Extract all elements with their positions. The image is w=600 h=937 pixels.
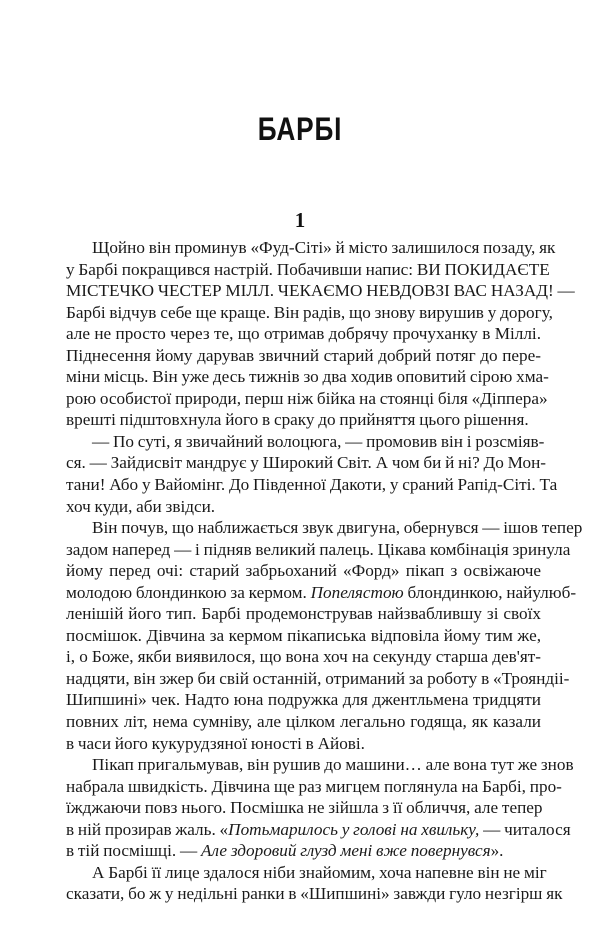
text-line: хоч куди, аби звідси. bbox=[66, 496, 216, 516]
text-line: у Барбі покращився настрій. Побачивши напис: ВИ ПОКИДАЄТЕ bbox=[66, 259, 550, 279]
text-line: повних літ, нема сумніву, але цілком легально годяща, як казали bbox=[66, 712, 541, 732]
text-line: Шипшині» чек. Надто юна подружка для джентльмена тридцяти bbox=[66, 690, 541, 710]
text-line: міни місць. Він уже десь тижнів зо два ходив оповитий сірою хма- bbox=[66, 367, 549, 387]
text-line: рою особистої природи, перш ніж бійка на стоянці біля «Діппера» bbox=[66, 388, 548, 408]
text-run: в ній прозирав жаль. « bbox=[66, 819, 229, 839]
text-line: і, о Боже, якби виявилося, що вона хоч на секунду старша дев'ят- bbox=[66, 647, 541, 667]
text-line bbox=[66, 819, 571, 841]
text-run: — читалося bbox=[479, 819, 571, 839]
text-line: їжджаючи повз нього. Посмішка не зійшла з її обличчя, але тепер bbox=[66, 798, 543, 818]
text-line: — По суті, я звичайний волоцюга, — промовив він і розсміяв- bbox=[92, 431, 545, 451]
text-line: врешті підштовхнула його в сраку до прийняття цього рішення. bbox=[66, 410, 529, 430]
text-line: набрала швидкість. Дівчина ще раз мигцем поглянула на Барбі, про- bbox=[66, 776, 562, 796]
text-line: Щойно він проминув «Фуд-Сіті» й місто залишилося позаду, як bbox=[92, 238, 556, 257]
italic-phrase: Потьмарилось у голові на хвильку, bbox=[228, 819, 480, 839]
chapter-title: БАРБІ bbox=[257, 111, 343, 147]
text-run: блондинкою, найулюб- bbox=[403, 582, 577, 602]
text-line: посмішок. Дівчина за кермом пікаписька відповіла йому тим же, bbox=[66, 625, 541, 645]
italic-phrase: Але здоровий глузд мені вже повернувся bbox=[200, 841, 491, 861]
section-number: 1 bbox=[294, 208, 306, 232]
text-line: МІСТЕЧКО ЧЕСТЕР МІЛЛ. ЧЕКАЄМО НЕВДОВЗІ ВАС НАЗАД! — bbox=[66, 281, 575, 301]
italic-phrase: Попелястою bbox=[310, 582, 404, 602]
text-line: задом наперед — і підняв великий палець. Цікава комбінація зринула bbox=[66, 539, 571, 559]
text-line: надцяти, він зжер би свій останній, отриманий за роботу в «Трояндіі- bbox=[66, 668, 570, 688]
text-line: ся. — Зайдисвіт мандрує у Широкий Світ. А чом би й ні? До Мон- bbox=[66, 453, 547, 473]
text-line bbox=[66, 582, 577, 604]
text-line bbox=[66, 840, 541, 862]
text-line: Піднесення йому дарував звичний старий добрий потяг до пере- bbox=[66, 345, 541, 365]
text-run: в тій посмішці. — bbox=[66, 841, 201, 861]
text-line: Пікап пригальмував, він рушив до машини… але вона тут же знов bbox=[92, 755, 574, 775]
text-line: тани! Або у Вайомінг. До Південної Дакоти, у сраний Рапід-Сіті. Та bbox=[66, 475, 558, 495]
text-run: молодою блондинкою за кермом. bbox=[66, 582, 311, 602]
text-line: А Барбі її лице здалося ніби знайомим, хоча напевне він не міг bbox=[92, 862, 547, 882]
text-line: йому перед очі: старий забрьоханий «Форд» пікап з освіжаюче bbox=[66, 561, 541, 581]
text-line: але не просто через те, що отримав добрячу прочуханку в Міллі. bbox=[66, 324, 541, 344]
body-text bbox=[66, 237, 583, 905]
text-line: в часи його кукурудзяної юності в Айові. bbox=[66, 733, 365, 753]
text-line: Він почув, що наближається звук двигуна, обернувся — ішов тепер bbox=[92, 518, 583, 538]
text-line: Барбі відчув себе ще краще. Він радів, що знову вирушив у дорогу, bbox=[66, 302, 553, 322]
text-run: ». bbox=[490, 841, 504, 861]
text-line: сказати, бо ж у недільні ранки в «Шипшині» завжди гуло незгірш як bbox=[66, 884, 563, 904]
text-line: ленішій його тип. Барбі продемонстрував найзваблившу зі своїх bbox=[66, 604, 541, 624]
